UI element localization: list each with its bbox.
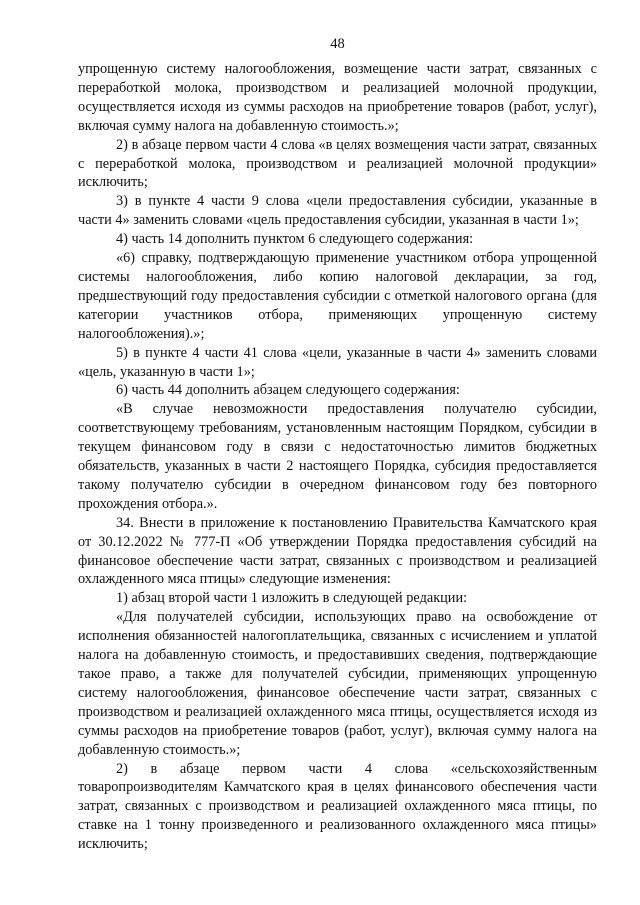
paragraph: «6) справку, подтверждающую применение участником отбора упрощенной системы налогообложения, либо копию налоговой декларации, за год, предшествующий году предоставления субсидии с отметкой налогового органа (для категории участников отбора, применяющих упрощенную систему налогообложения).»; bbox=[78, 250, 597, 342]
paragraph: 5) в пункте 4 части 41 слова «цели, указанные в части 4» заменить словами «цель, указанную в части 1»; bbox=[78, 344, 597, 380]
paragraph: 3) в пункте 4 части 9 слова «цели предоставления субсидии, указанные в части 4» заменить словами «цель предоставления субсидии, указанная в части 1»; bbox=[78, 193, 597, 229]
paragraph: 1) абзац второй части 1 изложить в следующей редакции: bbox=[116, 590, 468, 607]
paragraph: 2) в абзаце первом части 4 слова «в целях возмещения части затрат, связанных с переработкой молока, производством и реализацией молочной продукции» исключить; bbox=[78, 136, 597, 191]
page-number: 48 bbox=[330, 36, 345, 52]
paragraph: 34. Внести в приложение к постановлению Правительства Камчатского края от 30.12.2022 № 777-П «Об утверждении Порядка предоставления субсидий на финансовое обеспечение части затрат, связанных с производством и реализацией охлажденного мяса птицы» следующие изменения: bbox=[78, 514, 597, 588]
paragraph: «В случае невозможности предоставления получателю субсидии, соответствующему требованиям, установленным настоящим Порядком, субсидии в текущем финансовом году в связи с недостаточностью лимитов бюджетных обязательств, указанных в части 2 настоящего Порядка, субсидия предоставляется такому получателю субсидии в очередном финансовом году без повторного прохождения отбора.». bbox=[78, 401, 597, 512]
paragraph: 4) часть 14 дополнить пунктом 6 следующего содержания: bbox=[116, 231, 474, 248]
paragraph: «Для получателей субсидии, использующих право на освобождение от исполнения обязанностей налогоплательщика, связанных с исчислением и уплатой налога на добавленную стоимость, и предоставивших сведения, подтверждающие такое право, а также для получателей субсидии, применяющих упрощенную систему налогообложения, финансовое обеспечение части затрат, связанных с производством и реализацией охлажденного мяса птицы, осуществляется исходя из суммы расходов на приобретение товаров (работ, услуг), включая сумму налога на добавленную стоимость.»; bbox=[78, 609, 597, 758]
document-body bbox=[78, 60, 597, 854]
paragraph: упрощенную систему налогообложения, возмещение части затрат, связанных с переработкой молока, производством и реализацией молочной продукции, осуществляется исходя из суммы расходов на приобретение товаров (работ, услуг), включая сумму налога на добавленную стоимость.»; bbox=[78, 61, 597, 134]
paragraph: 6) часть 44 дополнить абзацем следующего содержания: bbox=[116, 382, 460, 399]
paragraph: 2) в абзаце первом части 4 слова «сельскохозяйственным товаропроизводителям Камчатского края в целях финансового обеспечения части затрат, связанных с производством и реализацией охлажденного мяса птицы, по ставке на 1 тонну произведенного и реализованного охлажденного мяса птицы» исключить; bbox=[78, 760, 597, 853]
